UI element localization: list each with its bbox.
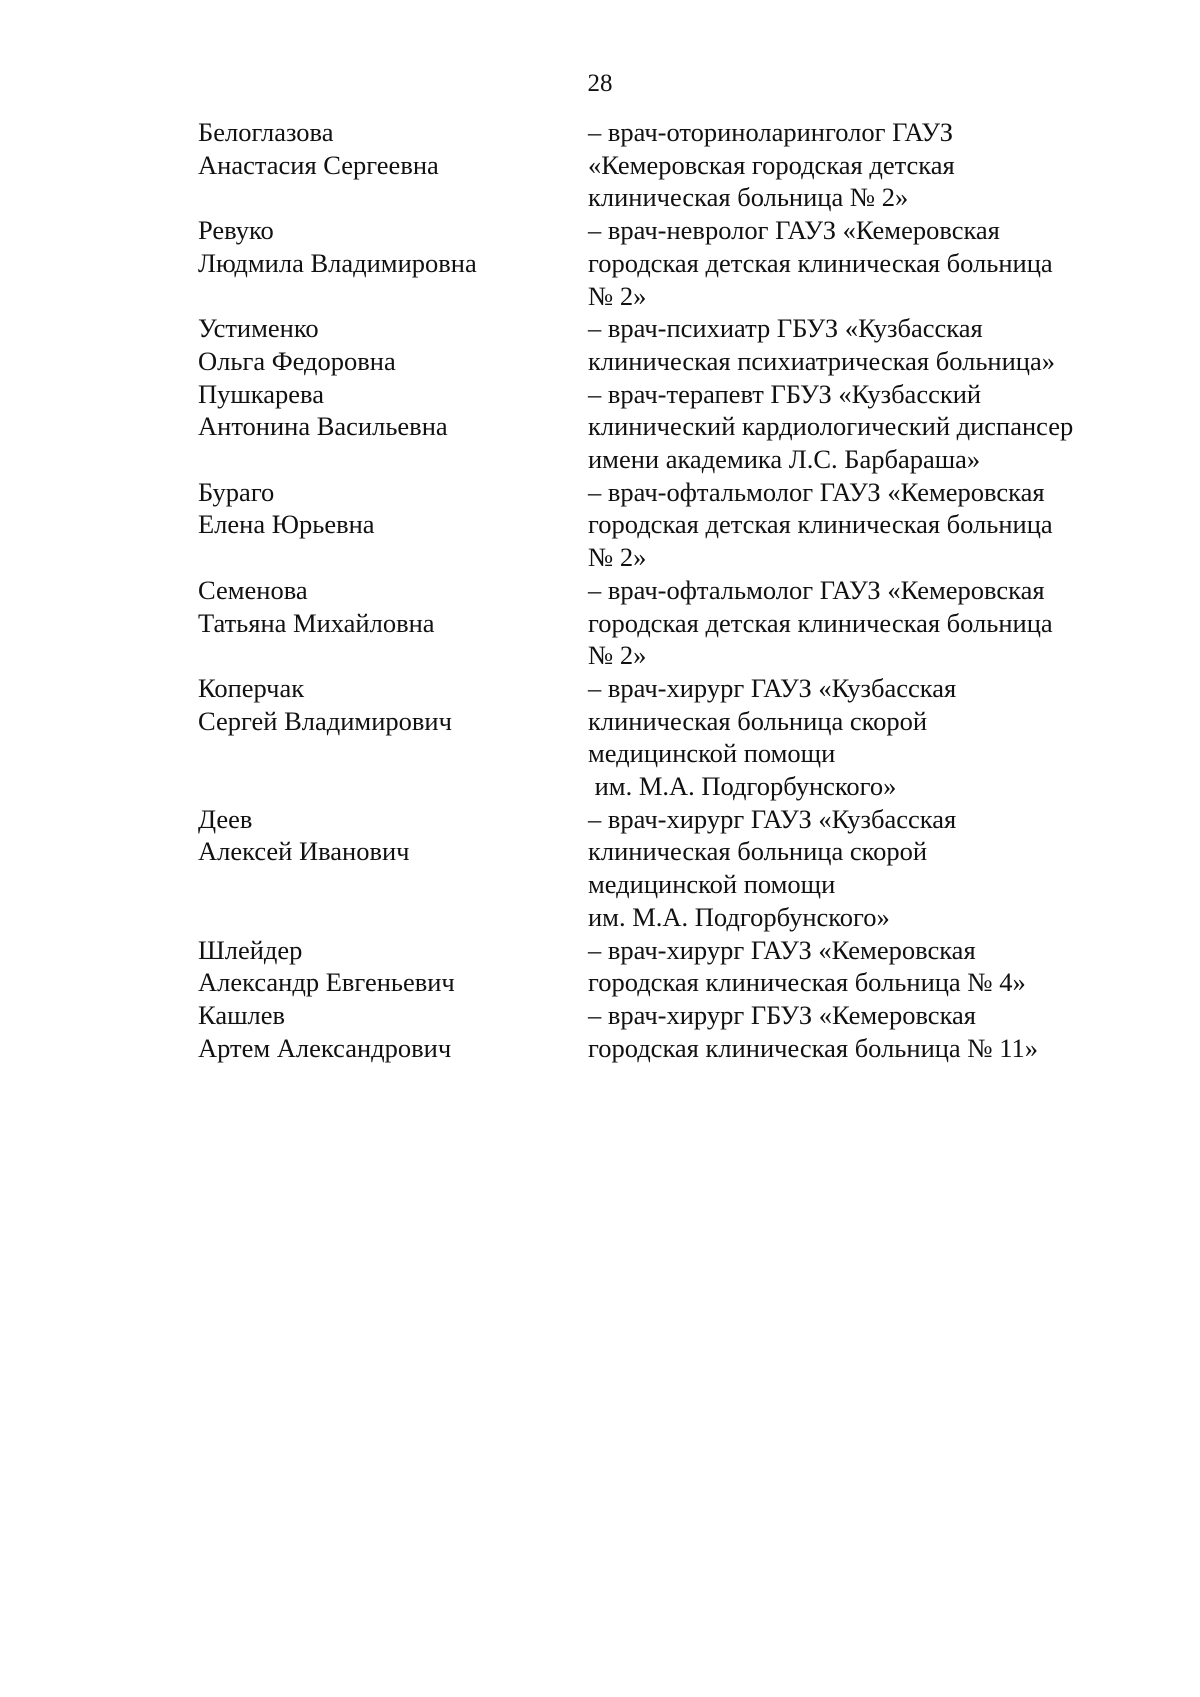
- staff-name: [198, 312, 588, 377]
- staff-given-names: Елена Юрьевна: [198, 509, 375, 540]
- position-line: – врач-невролог ГАУЗ «Кемеровская: [588, 215, 1000, 246]
- position-line: клиническая больница № 2»: [588, 182, 909, 213]
- staff-given-names: Алексей Иванович: [198, 836, 410, 867]
- staff-given-names: Антонина Васильевна: [198, 411, 448, 442]
- staff-given-names: Александр Евгеньевич: [198, 967, 455, 998]
- position-line: клиническая больница скорой: [588, 836, 928, 867]
- staff-position: [588, 803, 1138, 934]
- staff-name: [198, 378, 588, 443]
- staff-given-names: Людмила Владимировна: [198, 247, 477, 278]
- staff-name: [198, 116, 588, 181]
- staff-position: [588, 378, 1138, 476]
- staff-name: [198, 999, 588, 1064]
- staff-given-names: Анастасия Сергеевна: [198, 149, 439, 180]
- position-line: имени академика Л.С. Барбараша»: [588, 444, 981, 475]
- staff-name: [198, 574, 588, 639]
- staff-position: [588, 312, 1138, 377]
- staff-surname: Кашлев: [198, 999, 285, 1030]
- position-line: городская детская клиническая больница: [588, 607, 1053, 638]
- position-line: медицинской помощи: [588, 738, 836, 769]
- position-line: – врач-хирург ГАУЗ «Кузбасская: [588, 803, 957, 834]
- staff-entry: [198, 378, 1138, 476]
- staff-entry: [198, 672, 1138, 803]
- staff-entry: [198, 312, 1138, 377]
- staff-surname: Белоглазова: [198, 117, 334, 147]
- position-line: клинический кардиологический диспансер: [588, 411, 1074, 442]
- position-line: «Кемеровская городская детская: [588, 149, 955, 180]
- staff-position: [588, 214, 1138, 312]
- position-line: медицинской помощи: [588, 869, 836, 900]
- staff-entry: [198, 574, 1138, 672]
- staff-surname: Бураго: [198, 476, 275, 507]
- staff-entry: [198, 934, 1138, 999]
- position-line: – врач-оториноларинголог ГАУЗ: [588, 117, 953, 147]
- position-line: городская клиническая больница № 4»: [588, 967, 1026, 998]
- position-line: № 2»: [588, 542, 647, 573]
- staff-surname: Коперчак: [198, 672, 305, 703]
- position-line: – врач-хирург ГАУЗ «Кузбасская: [588, 672, 957, 703]
- staff-name: [198, 803, 588, 868]
- staff-surname: Устименко: [198, 313, 319, 344]
- staff-given-names: Сергей Владимирович: [198, 705, 452, 736]
- staff-given-names: Татьяна Михайловна: [198, 607, 435, 638]
- staff-surname: Шлейдер: [198, 934, 303, 965]
- staff-name: [198, 214, 588, 279]
- staff-surname: Семенова: [198, 574, 308, 605]
- position-line: им. М.А. Подгорбунского»: [588, 771, 897, 802]
- staff-position: [588, 934, 1138, 999]
- position-line: – врач-психиатр ГБУЗ «Кузбасская: [588, 313, 983, 344]
- position-line: клиническая психиатрическая больница»: [588, 345, 1055, 376]
- position-line: городская клиническая больница № 11»: [588, 1032, 1038, 1063]
- position-line: № 2»: [588, 640, 647, 671]
- position-line: им. М.А. Подгорбунского»: [588, 901, 890, 932]
- staff-surname: Деев: [198, 803, 253, 834]
- staff-position: [588, 476, 1138, 574]
- staff-entry: [198, 116, 1138, 214]
- staff-surname: Пушкарева: [198, 378, 324, 409]
- staff-entry: [198, 214, 1138, 312]
- staff-given-names: Артем Александрович: [198, 1032, 452, 1063]
- staff-name: [198, 672, 588, 737]
- position-line: городская детская клиническая больница: [588, 509, 1053, 540]
- position-line: – врач-хирург ГАУЗ «Кемеровская: [588, 934, 976, 965]
- staff-name: [198, 934, 588, 999]
- staff-position: [588, 574, 1138, 672]
- staff-list: [198, 116, 1138, 1064]
- position-line: – врач-офтальмолог ГАУЗ «Кемеровская: [588, 476, 1045, 507]
- position-line: клиническая больница скорой: [588, 705, 928, 736]
- staff-position: [588, 116, 1138, 214]
- position-line: – врач-хирург ГБУЗ «Кемеровская: [588, 999, 976, 1030]
- position-line: – врач-терапевт ГБУЗ «Кузбасский: [588, 378, 982, 409]
- position-line: – врач-офтальмолог ГАУЗ «Кемеровская: [588, 574, 1045, 605]
- staff-position: [588, 999, 1138, 1064]
- staff-position: [588, 672, 1138, 803]
- staff-entry: [198, 999, 1138, 1064]
- staff-name: [198, 476, 588, 541]
- staff-entry: [198, 476, 1138, 574]
- staff-surname: Ревуко: [198, 215, 274, 246]
- staff-entry: [198, 803, 1138, 934]
- page-number: 28: [587, 70, 613, 97]
- position-line: городская детская клиническая больница: [588, 247, 1053, 278]
- position-line: № 2»: [588, 280, 647, 311]
- staff-given-names: Ольга Федоровна: [198, 345, 396, 376]
